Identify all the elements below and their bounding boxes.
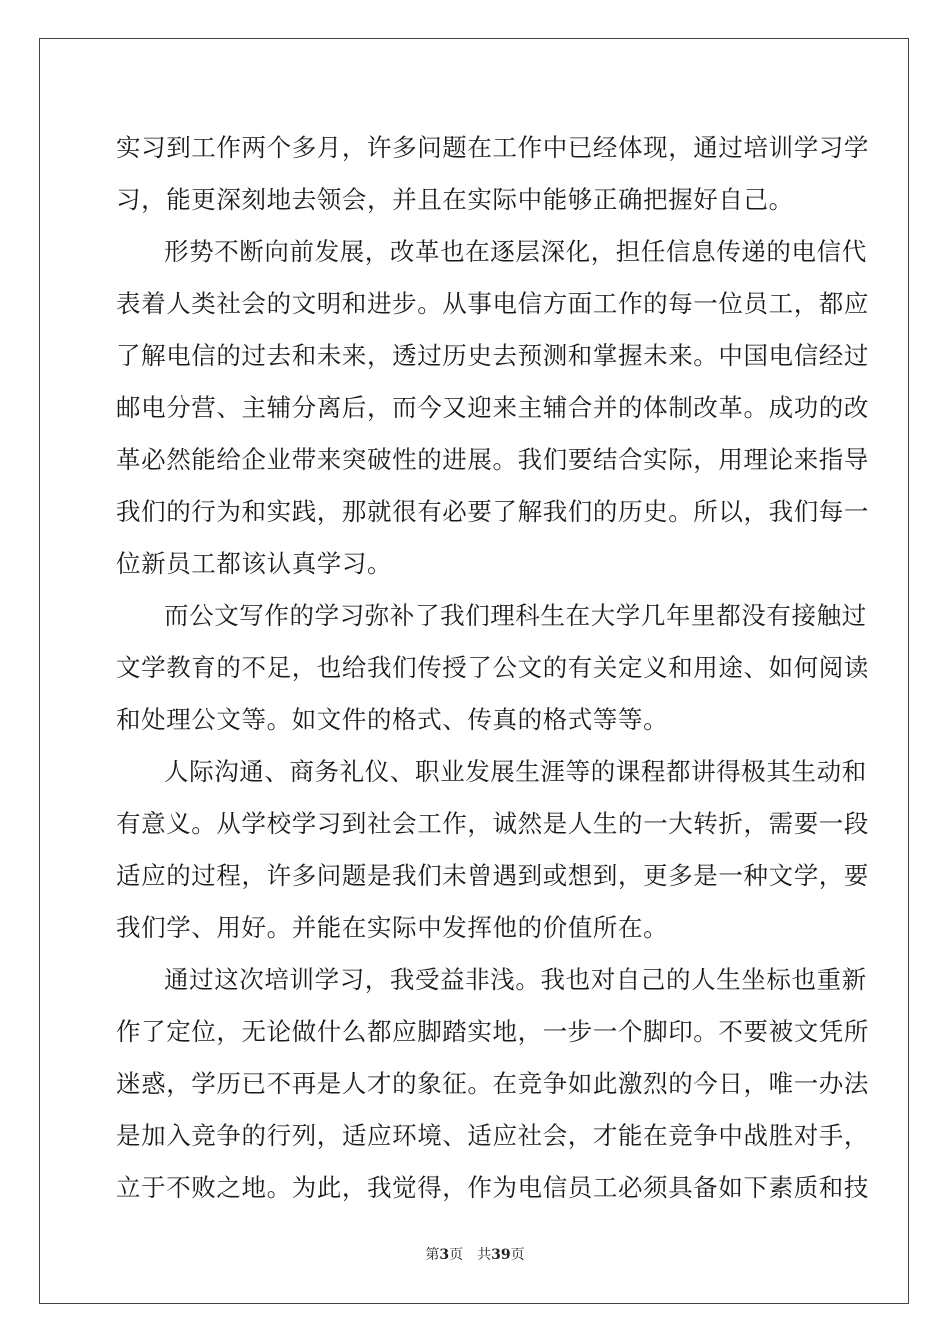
total-pages: 39 <box>491 1247 511 1263</box>
total-prefix: 共 <box>477 1247 492 1263</box>
text-line: 了解电信的过去和未来，透过历史去预测和掌握未来。中国电信经过 <box>116 341 869 370</box>
text-line: 文学教育的不足，也给我们传授了公文的有关定义和用途、如何阅读 <box>116 653 869 682</box>
text-line: 迷惑，学历已不再是人才的象征。在竞争如此激烈的今日，唯一办法 <box>116 1069 869 1098</box>
text-line: 位新员工都该认真学习。 <box>116 549 393 578</box>
text-line: 我们的行为和实践，那就很有必要了解我们的历史。所以，我们每一 <box>116 497 869 526</box>
paragraph-start-line: 人际沟通、商务礼仪、职业发展生涯等的课程都讲得极其生动和 <box>164 757 867 786</box>
text-line: 我们学、用好。并能在实际中发挥他的价值所在。 <box>116 913 669 942</box>
page-suffix: 页 <box>449 1247 464 1263</box>
paragraph-start-line: 形势不断向前发展，改革也在逐层深化，担任信息传递的电信代 <box>164 237 867 266</box>
paragraph-start-line: 而公文写作的学习弥补了我们理科生在大学几年里都没有接触过 <box>164 601 867 630</box>
page-footer <box>0 1246 950 1264</box>
text-line: 表着人类社会的文明和进步。从事电信方面工作的每一位员工，都应 <box>116 289 869 318</box>
page-number: 3 <box>439 1247 450 1263</box>
total-suffix: 页 <box>510 1247 525 1263</box>
text-line: 立于不败之地。为此，我觉得，作为电信员工必须具备如下素质和技 <box>116 1173 869 1202</box>
page-prefix: 第 <box>425 1247 440 1263</box>
text-line: 实习到工作两个多月，许多问题在工作中已经体现，通过培训学习学 <box>116 133 869 162</box>
text-line: 革必然能给企业带来突破性的进展。我们要结合实际，用理论来指导 <box>116 445 869 474</box>
text-line: 是加入竞争的行列，适应环境、适应社会，才能在竞争中战胜对手， <box>116 1121 869 1150</box>
text-line: 邮电分营、主辅分离后，而今又迎来主辅合并的体制改革。成功的改 <box>116 393 869 422</box>
text-line: 有意义。从学校学习到社会工作，诚然是人生的一大转折，需要一段 <box>116 809 869 838</box>
text-line: 习，能更深刻地去领会，并且在实际中能够正确把握好自己。 <box>116 185 794 214</box>
text-line: 和处理公文等。如文件的格式、传真的格式等等。 <box>116 705 669 734</box>
text-line: 作了定位，无论做什么都应脚踏实地，一步一个脚印。不要被文凭所 <box>116 1017 869 1046</box>
paragraph-start-line: 通过这次培训学习，我受益非浅。我也对自己的人生坐标也重新 <box>164 965 867 994</box>
text-line: 适应的过程，许多问题是我们未曾遇到或想到，更多是一种文学，要 <box>116 861 869 890</box>
